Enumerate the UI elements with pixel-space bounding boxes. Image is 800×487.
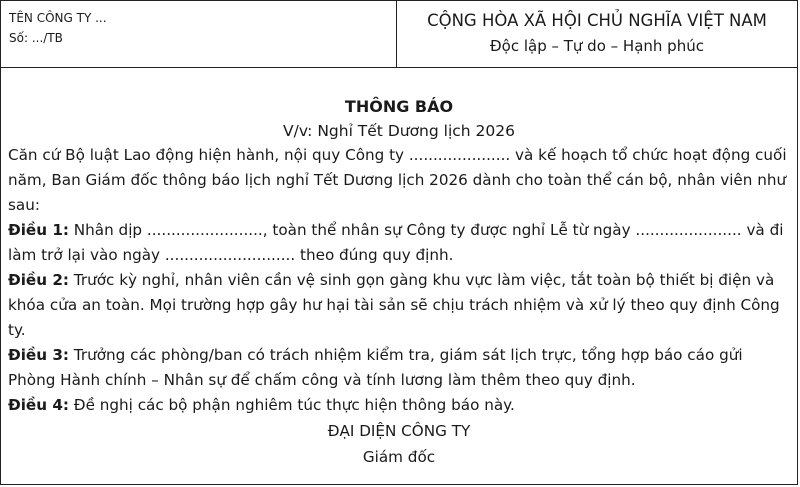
- intro-paragraph: Căn cứ Bộ luật Lao động hiện hành, nội quy Công ty ..................... và kế hoạch tổ chức hoạt động cuối năm, Ban Giám đốc thông báo lịch nghỉ Tết Dương lịch 2026 dành cho toàn thể cán bộ, nhân viên như sau:: [8, 146, 787, 214]
- national-title: CỘNG HÒA XÃ HỘI CHỦ NGHĨA VIỆT NAM: [427, 11, 767, 30]
- company-info-box: [1, 1, 397, 67]
- signature-role: Giám đốc: [362, 448, 436, 466]
- article-1: [8, 218, 790, 268]
- article-label: Điều 2:: [8, 271, 69, 289]
- document-number: Số: .../TB: [9, 31, 63, 45]
- notice-subject: V/v: Nghỉ Tết Dương lịch 2026: [283, 122, 515, 140]
- article-text: Trước kỳ nghỉ, nhân viên cần vệ sinh gọn gàng khu vực làm việc, tắt toàn bộ thiết bị điện và khóa cửa an toàn. Mọi trường hợp gây hư hại tài sản sẽ chịu trách nhiệm và xử lý theo quy định Công ty.: [8, 271, 780, 339]
- company-name: TÊN CÔNG TY ...: [9, 11, 107, 25]
- document-body: [1, 95, 797, 470]
- notice-title: THÔNG BÁO: [344, 97, 454, 116]
- document-header: [1, 1, 797, 68]
- national-motto: Độc lập – Tự do – Hạnh phúc: [490, 37, 704, 55]
- signature-representative: ĐẠI DIỆN CÔNG TY: [327, 422, 471, 440]
- article-3: [8, 343, 790, 393]
- article-text: Đề nghị các bộ phận nghiêm túc thực hiện thông báo này.: [68, 396, 515, 414]
- national-heading-box: [397, 1, 797, 67]
- article-label: Điều 1:: [8, 221, 69, 239]
- article-text: Nhân dịp ........................, toàn thể nhân sự Công ty được nghỉ Lễ từ ngày ...................... và đi làm trở lại vào ngày ........................... theo đúng quy định.: [8, 221, 784, 264]
- article-text: Trưởng các phòng/ban có trách nhiệm kiểm tra, giám sát lịch trực, tổng hợp báo cáo gửi Phòng Hành chính – Nhân sự để chấm công và tính lương làm thêm theo quy định.: [8, 346, 743, 389]
- article-4: [8, 393, 790, 418]
- article-label: Điều 3:: [8, 346, 69, 364]
- article-label: Điều 4:: [8, 396, 69, 414]
- article-2: [8, 268, 790, 343]
